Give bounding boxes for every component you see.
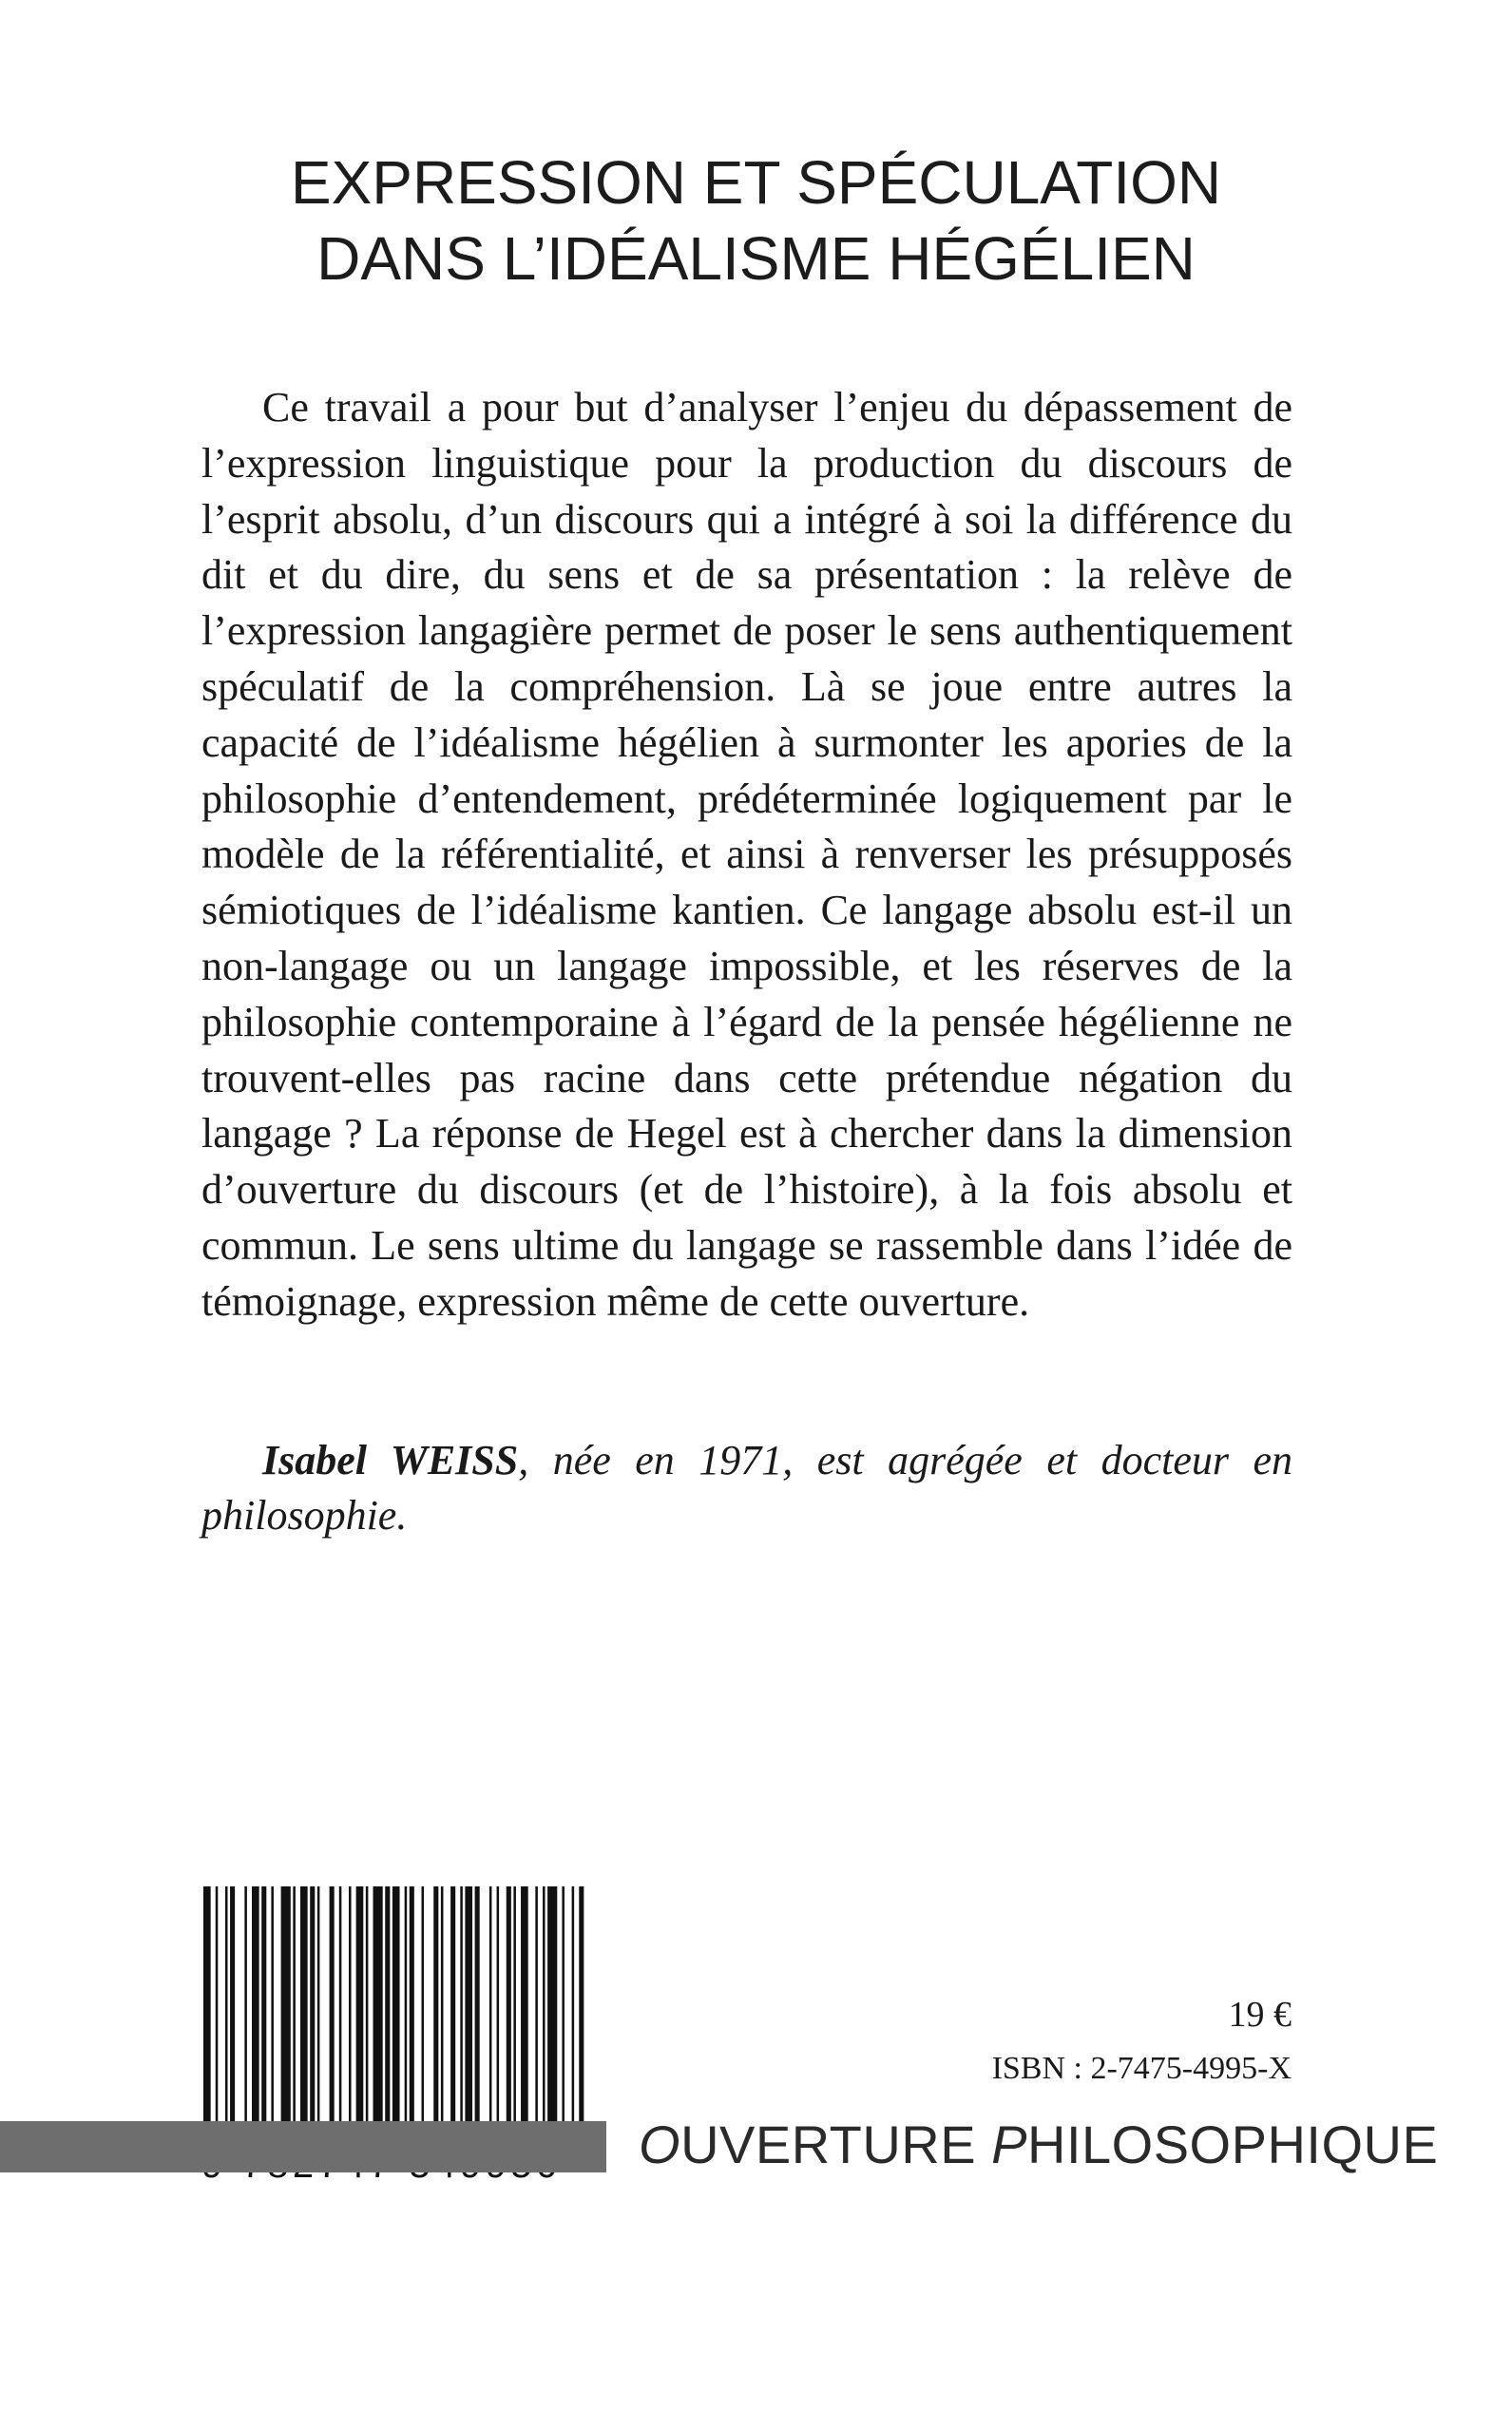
series-word-1: UVERTURE <box>680 2114 992 2174</box>
book-summary: Ce travail a pour but d’analyser l’enjeu du dépassement de l’expression linguistique pour la production du discours de l’esprit absolu, d’un discours qui a intégré à soi la différence du dit et du dire, du sens et de sa présentation : la relève de l’expression langagière permet de poser le sens authentiquement spéculatif de la compréhension. Là se joue entre autres la capacité de l’idéalisme hégélien à surmonter les apories de la philosophie d’entendement, prédéterminée logiquement par le modèle de la référentialité, et ainsi à renverser les présupposés sémiotiques de l’idéalisme kantien. Ce langage absolu est-il un non-langage ou un langage impossible, et les réserves de la philosophie contemporaine à l’égard de la pensée hégélienne ne trouvent-elles pas racine dans cette prétendue négation du langage ? La réponse de Hegel est à chercher dans la dimension d’ouverture du discours (et de l’histoire), à la fois absolu et commun. Le sens ultime du langage se rassemble dans l’idée de témoignage, expression même de cette ouverture. <box>201 384 1292 1325</box>
series-bar <box>0 2121 606 2172</box>
author-note <box>201 1433 1292 1543</box>
series-name <box>639 2112 1438 2178</box>
barcode <box>201 1886 591 2139</box>
series-word-2: HILOSOPHIQUE <box>1027 2114 1439 2174</box>
price-label: 19 € <box>1228 1995 1292 2035</box>
barcode-bars-icon <box>201 1886 591 2139</box>
book-title-line-2: DANS L’IDÉALISME HÉGÉLIEN <box>316 224 1196 293</box>
book-title-line-1: EXPRESSION ET SPÉCULATION <box>290 148 1222 217</box>
isbn-label: ISBN : 2-7475-4995-X <box>991 2051 1292 2086</box>
series-initial-o: O <box>639 2114 681 2174</box>
author-name: Isabel WEISS <box>262 1437 519 1483</box>
series-initial-p: P <box>991 2114 1027 2174</box>
book-title <box>0 144 1512 297</box>
author-bio: , née en 1971, est agrégée et docteur en philosophie. <box>201 1437 1292 1539</box>
